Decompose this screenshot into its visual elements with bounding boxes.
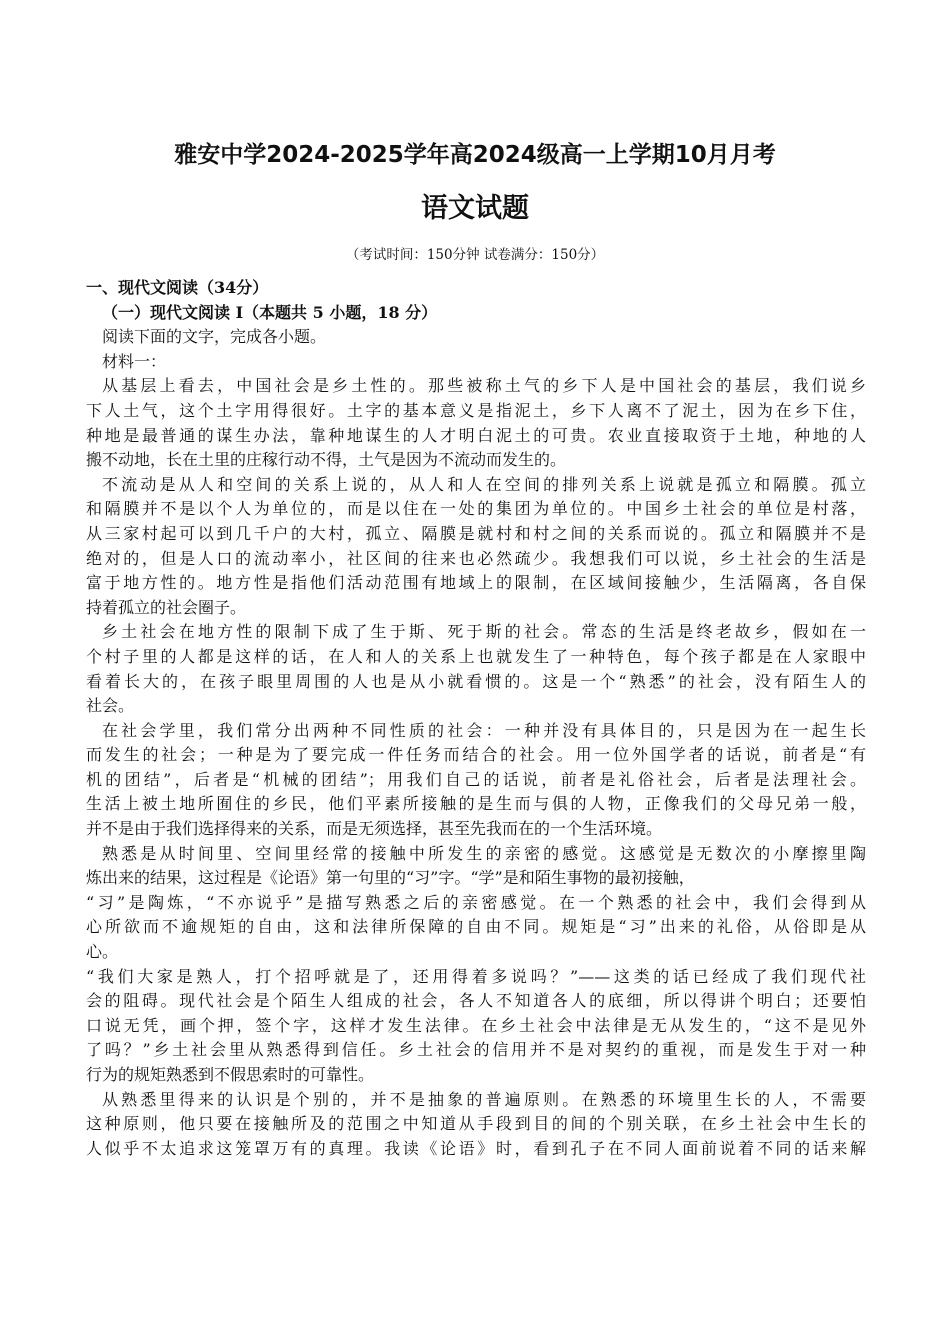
passage-line: 机的团结”，后者是“机械的团结”；用我们自己的话说，前者是礼俗社会，后者是法理社会。 [86, 769, 866, 789]
passage-line: 从熟悉里得来的认识是个别的，并不是抽象的普遍原则。在熟悉的环境里生长的人，不需要 [102, 1089, 866, 1109]
passage-line: 口说无凭，画个押，签个字，这样才发生法律。在乡土社会中法律是无从发生的，“这不是见外 [86, 1015, 866, 1035]
exam-info: （考试时间：150分钟 试卷满分：150分） [345, 247, 605, 263]
passage-line: 并不是由于我们选择得来的关系，而是无须选择，甚至先我而在的一个生活环境。 [86, 819, 663, 839]
passage-line: 乡土社会在地方性的限制下成了生于斯、死于斯的社会。常态的生活是终老故乡，假如在一 [102, 622, 866, 642]
passage-line: 心。 [86, 942, 119, 962]
subsection-heading: （一）现代文阅读 I（本题共 5 小题，18 分） [102, 302, 438, 322]
passage-line: 看着长大的，在孩子眼里周围的人也是从小就看惯的。这是一个“熟悉”的社会，没有陌生人的 [86, 671, 866, 691]
passage-line: 从基层上看去，中国社会是乡土性的。那些被称土气的乡下人是中国社会的基层，我们说乡 [102, 376, 866, 396]
passage-line: 不流动是从人和空间的关系上说的，从人和人在空间的排列关系上说就是孤立和隔膜。孤立 [102, 474, 866, 494]
passage-line: 绝对的，但是人口的流动率小，社区间的往来也必然疏少。我想我们可以说，乡土社会的生活是 [86, 548, 866, 568]
passage-line: 这种原则，他只要在接触所及的范围之中知道从手段到目的间的个别关联，在乡土社会中生长的 [86, 1114, 866, 1134]
passage-line: 持着孤立的社会圈子。 [86, 597, 247, 617]
passage-line: 富于地方性的。地方性是指他们活动范围有地域上的限制，在区域间接触少，生活隔离，各自保 [86, 573, 866, 593]
passage-line: 了吗？”乡土社会里从熟悉得到信任。乡土社会的信用并不是对契约的重视，而是发生于对一种 [86, 1040, 866, 1060]
passage-line: 生活上被土地所囿住的乡民，他们平素所接触的是生而与俱的人物，正像我们的父母兄弟一般， [86, 794, 866, 814]
passage-line: 搬不动地，长在土里的庄稼行动不得，土气是因为不流动而发生的。 [86, 450, 567, 470]
passage-line: 下人土气，这个土字用得很好。土字的基本意义是指泥土，乡下人离不了泥土，因为在乡下住， [86, 400, 866, 420]
passage-line: “我们大家是熟人，打个招呼就是了，还用得着多说吗？”——这类的话已经成了我们现代社 [86, 966, 866, 986]
material-label: 材料一： [102, 351, 167, 371]
passage-line: 炼出来的结果，这过程是《论语》第一句里的“习”字。“学”是和陌生事物的最初接触， [86, 868, 695, 888]
passage-line: “习”是陶炼，“不亦说乎”是描写熟悉之后的亲密感觉。在一个熟悉的社会中，我们会得到从 [86, 892, 866, 912]
reading-section [86, 276, 866, 1161]
exam-title: 雅安中学2024-2025学年高2024级高一上学期10月月考 [174, 142, 776, 168]
passage-line: 从三家村起可以到几千户的大村，孤立、隔膜是就村和村之间的关系而说的。孤立和隔膜并不是 [86, 523, 866, 543]
instruction-text: 阅读下面的文字，完成各小题。 [102, 327, 327, 347]
exam-subject: 语文试题 [421, 193, 529, 224]
passage-line: 会的阻碍。现代社会是个陌生人组成的社会，各人不知道各人的底细，所以得讲个明白；还要怕 [86, 991, 866, 1011]
passage-line: 人似乎不太追求这笼罩万有的真理。我读《论语》时，看到孔子在不同人面前说着不同的话来解 [86, 1138, 866, 1158]
passage-line: 行为的规矩熟悉到不假思索时的可靠性。 [86, 1065, 375, 1084]
passage-line: 在社会学里，我们常分出两种不同性质的社会：一种并没有具体目的，只是因为在一起生长 [102, 720, 866, 740]
passage-line: 和隔膜并不是以个人为单位的，而是以住在一处的集团为单位的。中国乡土社会的单位是村落， [86, 499, 866, 519]
passage-line: 而发生的社会；一种是为了要完成一件任务而结合的社会。用一位外国学者的话说，前者是“有 [86, 745, 866, 765]
passage-line: 熟悉是从时间里、空间里经常的接触中所发生的亲密的感觉。这感觉是无数次的小摩擦里陶 [102, 843, 866, 863]
passage-line: 种地是最普通的谋生办法，靠种地谋生的人才明白泥土的可贵。农业直接取资于土地，种地的人 [86, 425, 866, 445]
passage-line: 心所欲而不逾规矩的自由，这和法律所保障的自由不同。规矩是“习”出来的礼俗，从俗即是从 [86, 917, 866, 937]
passage-line: 社会。 [86, 696, 135, 716]
passage-line: 个村子里的人都是这样的话，在人和人的关系上也就发生了一种特色，每个孩子都是在人家眼中 [86, 646, 866, 666]
section-heading: 一、现代文阅读（34分） [86, 278, 269, 297]
